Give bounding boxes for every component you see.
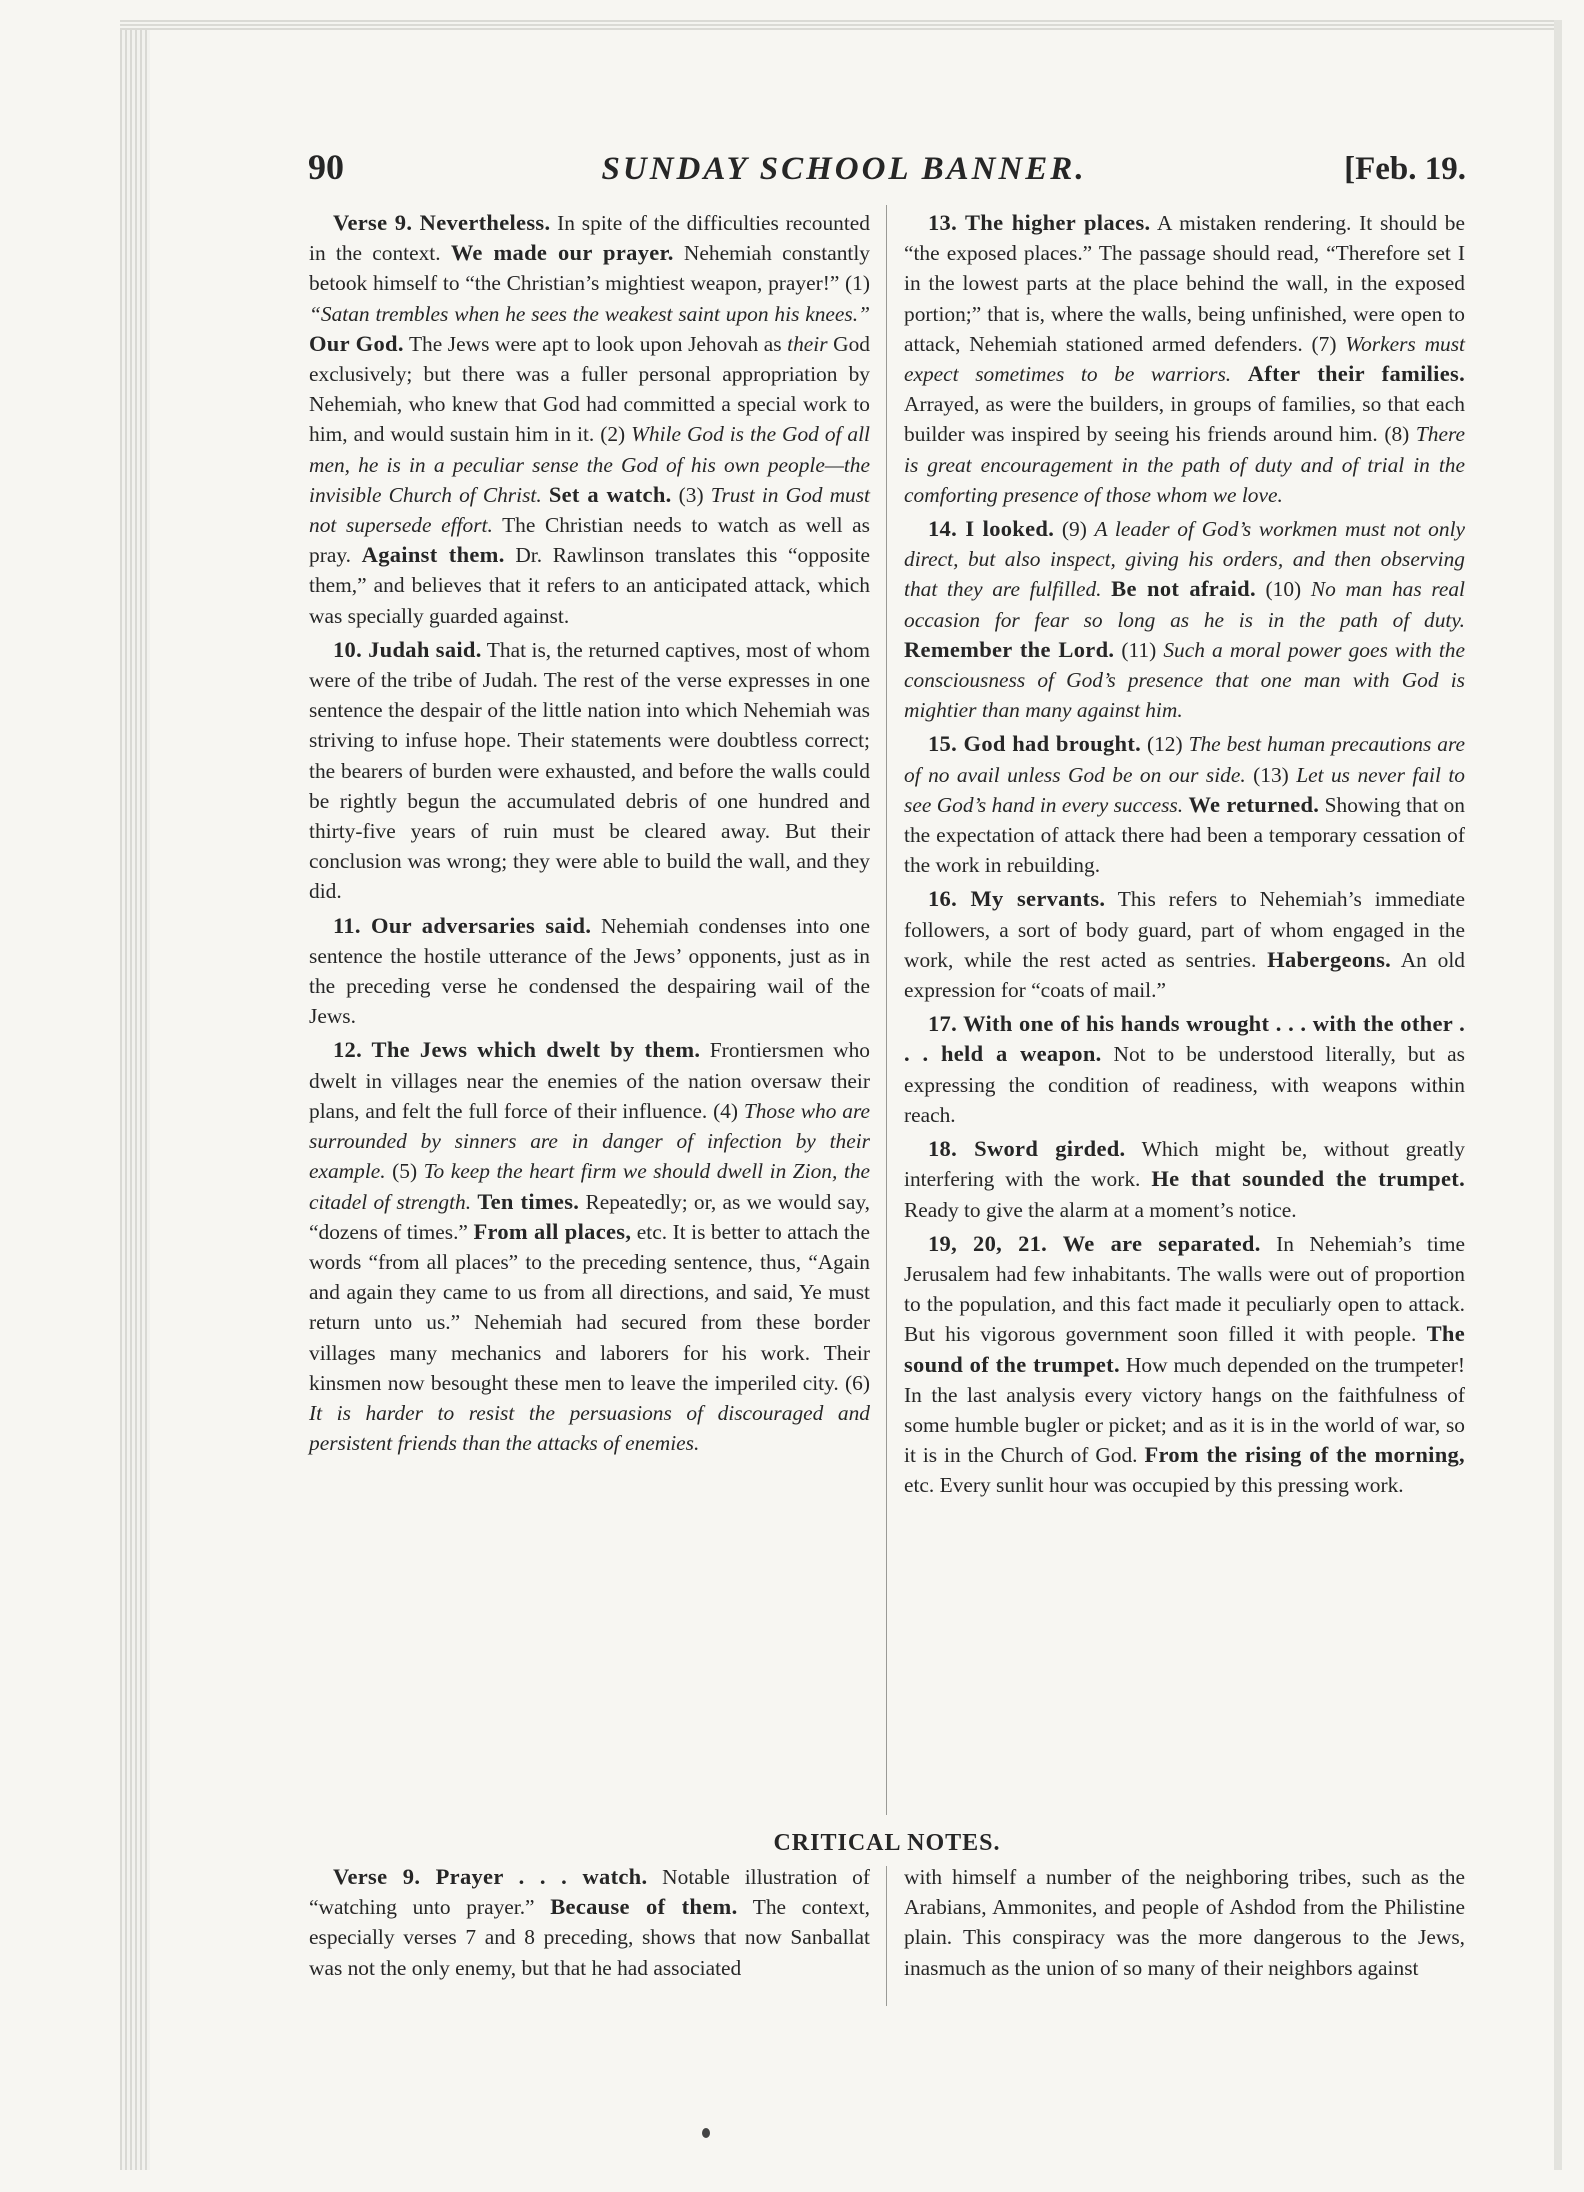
running-header (308, 146, 1466, 196)
verse-lead: Remember the Lord. (904, 636, 1115, 662)
verse-lead: From all places, (473, 1218, 632, 1244)
numbered-thought: There is great encouragement in the path of duty and of trial in the comforting presence of those whom we love. (904, 422, 1465, 507)
text-run (1231, 362, 1248, 386)
verse-lead: Verse 9. Prayer . . . watch. (333, 1864, 648, 1889)
numbered-thought: While God is the God of all men, he is in a peculiar sense the God of his own people—the invisible Church of Christ. (309, 422, 871, 507)
verse-lead: 13. The higher places. (928, 210, 1151, 235)
paragraph (309, 1035, 870, 1458)
text-run: In Nehemiah’s time Jerusalem had few inhabitants. The walls were out of proportion to the population, and this fact made it peculiarly open to attack. But his vigorous government soon filled it with people. (904, 1231, 1465, 1347)
text-run: How much depended on the trumpeter! In the last analysis every victory hangs on the faithfulness of some humble bugler or picket; and as it is in the world of war, so it is in the Church of God. (904, 1352, 1465, 1468)
text-run: Showing that on the expectation of attack there had been a temporary cessation of the work in rebuilding. (904, 792, 1465, 878)
verse-lead: Be not afraid. (1111, 576, 1256, 602)
verse-lead: 16. My servants. (928, 886, 1106, 912)
text-run: In spite of the difficulties recounted in the context. (309, 211, 870, 266)
text-run: (13) (1245, 762, 1297, 787)
running-title: SUNDAY SCHOOL BANNER. (601, 151, 1087, 187)
paragraph (904, 1229, 1465, 1501)
verse-lead: We made our prayer. (450, 240, 674, 266)
numbered-thought: Let us never fail to see God’s hand in every success. (904, 762, 1465, 817)
verse-lead: After their families. (1247, 361, 1465, 387)
verse-lead: Habergeons. (1267, 946, 1392, 972)
text-run: etc. It is better to attach the words “from all places” to the preceding sentence, thus, “Again and again they came to us from all directions, and said, Ye must return unto us.” Nehemiah had secured from these border villages many mechanics and laborers for his work. Their kinsmen now besought these men to leave the imperiled city. (6) (309, 1219, 870, 1395)
verse-lead: 15. God had brought. (928, 731, 1142, 757)
text-run: Nehemiah constantly betook himself to “the Christian’s mightiest weapon, prayer!” (1) (309, 241, 870, 296)
verse-lead: 12. The Jews which dwelt by them. (333, 1037, 701, 1063)
verse-lead: From the rising of the morning, (1144, 1442, 1465, 1468)
numbered-thought: Those who are surrounded by sinners are in danger of infection by their example. (309, 1098, 870, 1184)
numbered-thought: Trust in God must not supersede effort. (309, 482, 870, 538)
verse-lead: Ten times. (477, 1188, 580, 1214)
text-run: Not to be understood literally, but as expressing the condition of readiness, with weapons within reach. (904, 1042, 1465, 1127)
text-run: Dr. Rawlinson translates this “opposite them,” and believes that it refers to an anticipated attack, which was specially guarded against. (309, 543, 870, 628)
verse-lead: 19, 20, 21. We are separated. (928, 1230, 1261, 1256)
paragraph (904, 208, 1465, 510)
verse-lead: Verse 9. Nevertheless. (333, 210, 551, 235)
text-run: That is, the returned captives, most of whom were of the tribe of Judah. The rest of the verse expresses in one sentence the despair of the little nation into which Nehemiah was striving to infuse hope. Their statements were doubtless correct; the bearers of burden were exhausted, and before the walls could be rightly begun the accumulated debris of one hundred and thirty-five years of ruin must be cleared away. But their conclusion was wrong; they were able to build the wall, and they did. (309, 637, 871, 904)
numbered-thought: Such a moral power goes with the consciousness of God’s presence that one man with God is mightier than many against him. (904, 637, 1465, 723)
header-date: [Feb. 19. (1344, 151, 1466, 187)
verse-lead: We returned. (1188, 791, 1320, 817)
text-run: Arrayed, as were the builders, in groups of families, so that each builder was inspired by seeing his friends around him. (8) (904, 392, 1465, 447)
verse-lead: Set a watch. (548, 481, 672, 507)
numbered-thought: The best human precautions are of no avail unless God be on our side. (904, 732, 1465, 787)
text-run: God exclusively; but there was a fuller personal appropriation by Nehemiah, who knew that God had committed a special work to him, and would sustain him in it. (2) (309, 331, 871, 447)
numbered-thought: It is harder to resist the persuasions of discouraged and persistent friends than the attacks of enemies. (309, 1400, 870, 1456)
numbered-thought: No man has real occasion for fear so long as he is in the path of duty. (904, 577, 1465, 632)
text-run: Ready to give the alarm at a moment’s notice. (904, 1197, 1297, 1222)
paragraph (904, 1134, 1465, 1225)
verse-lead: Our God. (309, 330, 404, 356)
text-run: (12) (1141, 732, 1189, 757)
paragraph (309, 208, 870, 631)
text-run: (10) (1255, 577, 1311, 602)
text-run: with himself a number of the neighboring tribes, such as the Arabians, Ammonites, and people of Ashdod from the Philistine plain. This conspiracy was the more dangerous to the Jews, inasmuch as the union of so many of their neighbors against (904, 1865, 1465, 1980)
text-run: Repeatedly; or, as we would say, “dozens of times.” (309, 1189, 871, 1244)
verse-lead: 17. With one of his hands wrought . . . with the other . . . held a weapon. (904, 1011, 1465, 1067)
text-run: (3) (671, 482, 711, 507)
text-run: (9) (1054, 517, 1095, 542)
text-run: The Christian needs to watch as well as pray. (309, 513, 871, 568)
paragraph (904, 1009, 1465, 1130)
text-run: (5) (385, 1159, 424, 1184)
text-run: This refers to Nehemiah’s immediate followers, a sort of body guard, part of whom engaged in the work, while the rest acted as sentries. (904, 887, 1465, 972)
page-right-edge-decoration (1554, 20, 1562, 2170)
paragraph (904, 1862, 1465, 1983)
text-run: A mistaken rendering. It should be “the exposed places.” The passage should read, “Therefore set I in the lowest parts at the place behind the wall, in the exposed portion;” that is, where the walls, being unfinished, were open to attack, Nehemiah stationed armed defenders. (7) (904, 211, 1465, 356)
right-column (904, 208, 1465, 1505)
text-run: Nehemiah condenses into one sentence the hostile utterance of the Jews’ opponents, just as in the preceding verse he condensed the despairing wail of the Jews. (309, 913, 870, 1029)
verse-lead: Against them. (361, 542, 505, 568)
paragraph (309, 635, 870, 907)
paragraph (309, 911, 870, 1032)
notes-column-divider (886, 1866, 887, 2006)
text-run: (11) (1114, 637, 1164, 662)
verse-lead: 14. I looked. (928, 516, 1055, 542)
critical-notes-right-column (904, 1862, 1465, 1987)
paragraph (309, 1862, 870, 1983)
verse-lead: He that sounded the trumpet. (1151, 1166, 1466, 1192)
text-run: Notable illustration of “watching unto prayer.” (309, 1865, 870, 1920)
column-divider (886, 205, 887, 1815)
page-number: 90 (308, 147, 344, 187)
numbered-thought: their (787, 331, 828, 356)
verse-lead: 18. Sword girded. (928, 1136, 1126, 1162)
paragraph (904, 729, 1465, 880)
left-column (309, 208, 870, 1462)
critical-notes-heading: CRITICAL NOTES. (773, 1830, 1001, 1856)
numbered-thought: “Satan trembles when he sees the weakest saint upon his knees.” (309, 301, 870, 326)
paragraph (904, 514, 1465, 725)
verse-lead: The sound of the trumpet. (904, 1321, 1465, 1377)
text-run: An old expression for “coats of mail.” (904, 947, 1465, 1003)
numbered-thought: Workers must expect sometimes to be warriors. (904, 331, 1465, 387)
paragraph (904, 884, 1465, 1005)
page-top-edge-decoration (120, 20, 1560, 30)
text-run: Which might be, without greatly interfering with the work. (904, 1137, 1465, 1192)
text-run: The Jews were apt to look upon Jehovah as (403, 331, 788, 356)
page-mark (702, 2128, 710, 2138)
critical-notes-left-column (309, 1862, 870, 1987)
text-run (542, 483, 549, 507)
page-edge-decoration (120, 20, 150, 2170)
text-run (1102, 577, 1112, 601)
numbered-thought: A leader of God’s workmen must not only direct, but also inspect, giving his orders, and then observing that they are fulfilled. (904, 517, 1466, 602)
verse-lead: 11. Our adversaries said. (333, 912, 592, 938)
text-run: etc. Every sunlit hour was occupied by this pressing work. (904, 1473, 1404, 1498)
verse-lead: Because of them. (550, 1894, 738, 1920)
text-run: Frontiersmen who dwelt in villages near the enemies of the nation oversaw their plans, and felt the full force of their influence. (4) (309, 1038, 870, 1123)
numbered-thought: To keep the heart firm we should dwell in Zion, the citadel of strength. (309, 1159, 871, 1214)
verse-lead: 10. Judah said. (333, 636, 482, 662)
text-run: The context, especially verses 7 and 8 preceding, shows that now Sanballat was not the only enemy, but that he had associated (309, 1895, 871, 1980)
